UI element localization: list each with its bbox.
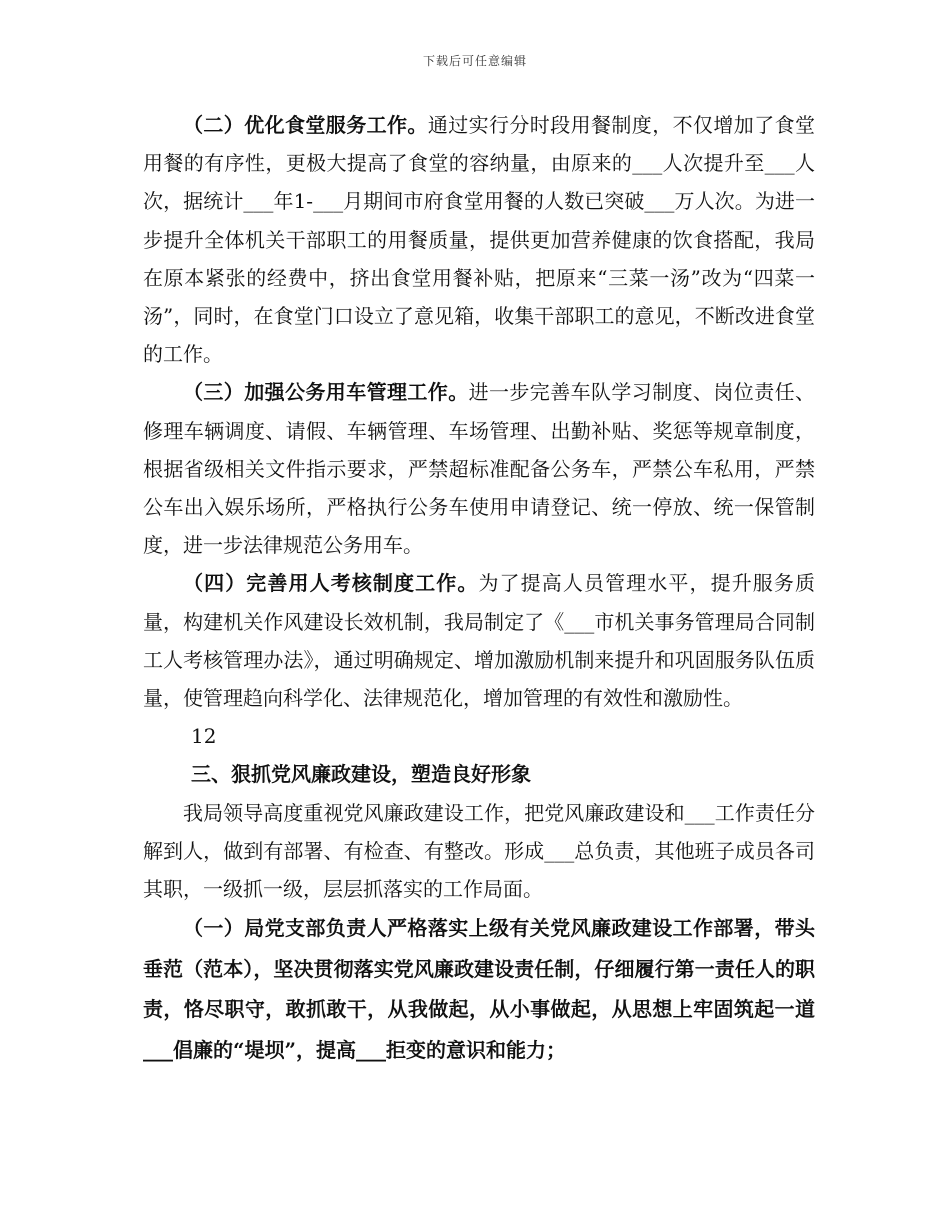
paragraph-heading: （三）加强公务用车管理工作。 (183, 380, 469, 405)
paragraph-heading: （二）优化食堂服务工作。 (183, 113, 428, 137)
section-three-intro: 我局领导高度重视党风廉政建设工作，把党风廉政建设和___工作责任分解到人，做到有部署、有检查、有整改。形成___总负责，其他班子成员各司其职，一级抓一级，层层抓落实的工作局面。 (143, 800, 815, 902)
paragraph-vehicle-management (143, 373, 815, 564)
paragraph-personnel-assessment (143, 564, 815, 717)
paragraph-text: 通过实行分时段用餐制度，不仅增加了食堂用餐的有序性，更极大提高了食堂的容纳量，由原来的___人次提升至___人次，据统计___年1-___月期间市府食堂用餐的人数已突破___万人次。为进一步提升全体机关干部职工的用餐质量，提供更加营养健康的饮食搭配，我局在原本紧张的经费中，挤出食堂用餐补贴，把原来“三菜一汤”改为“四菜一汤”，同时，在食堂门口设立了意见箱，收集干部职工的意见，不断改进食堂的工作。 (143, 113, 816, 367)
document-body (143, 106, 815, 1070)
paragraph-canteen-service (143, 106, 815, 373)
paragraph-text: 为了提高人员管理水平，提升服务质量，构建机关作风建设长效机制，我局制定了《___市机关事务管理局合同制工人考核管理办法》，通过明确规定、增加激励机制来提升和巩固服务队伍质量，使管理趋向科学化、法律规范化，增加管理的有效性和激励性。 (143, 571, 816, 711)
section-three-title: 三、狠抓党风廉政建设，塑造良好形象 (191, 762, 531, 787)
page-header-note: 下载后可任意编辑 (422, 54, 527, 68)
paragraph-heading: （四）完善用人考核制度工作。 (183, 571, 479, 596)
section-three-bold-paragraph: （一）局党支部负责人严格落实上级有关党风廉政建设工作部署，带头垂范（范本），坚决贯彻落实党风廉政建设责任制，仔细履行第一责任人的职责，恪尽职守，敢抓敢干，从我做起，从小事做起，从思想上牢固筑起一道___倡廉的“堤坝”，提高___拒变的意识和能力； (143, 916, 815, 1062)
paragraph-text: 进一步完善车队学习制度、岗位责任、修理车辆调度、请假、车辆管理、车场管理、出勤补贴、奖惩等规章制度，根据省级相关文件指示要求，严禁超标准配备公务车，严禁公车私用，严禁公车出入娱乐场所，严格执行公务车使用申请登记、统一停放、统一保管制度，进一步法律规范公务用车。 (143, 380, 816, 558)
inline-page-number: 12 (191, 724, 217, 749)
